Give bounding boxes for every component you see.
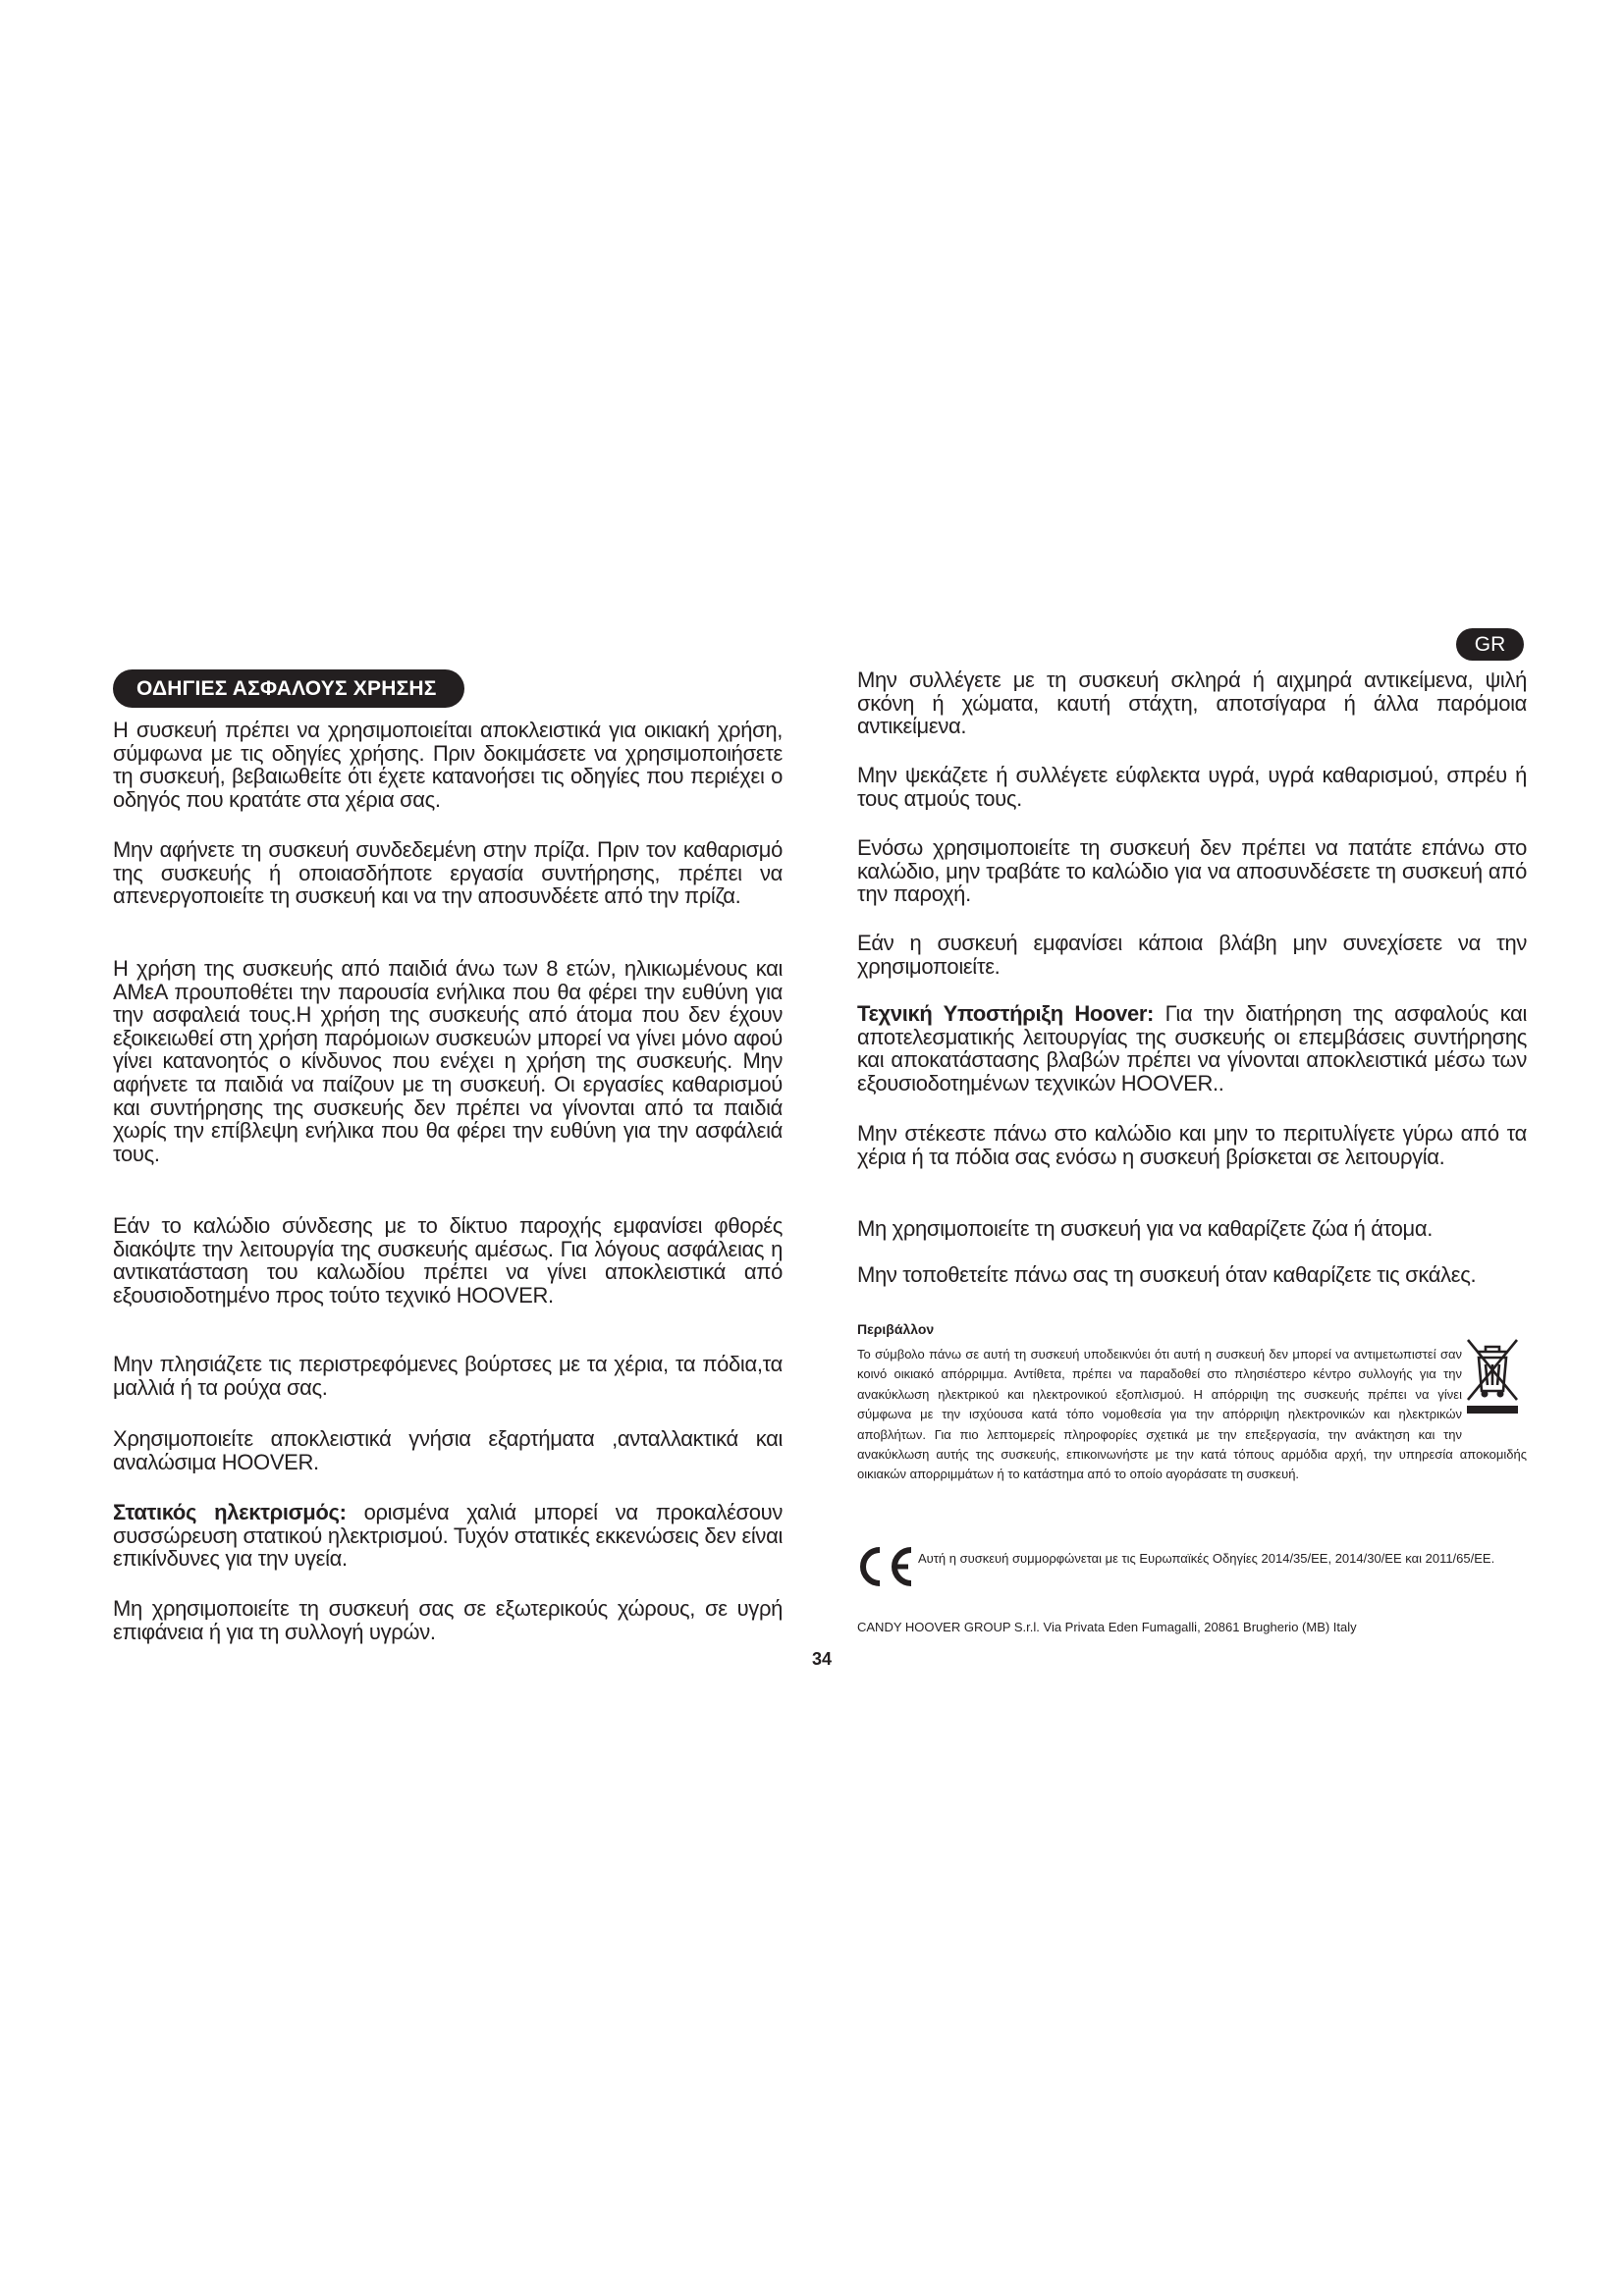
language-badge: GR bbox=[1456, 628, 1524, 661]
section-title-badge: ΟΔΗΓΙΕΣ ΑΣΦΑΛΟΥΣ ΧΡΗΣΗΣ bbox=[113, 669, 464, 708]
paragraph-rotating-brushes: Μην πλησιάζετε τις περιστρεφόμενες βούρτσες με τα χέρια, τα πόδια,τα μαλλιά ή τα ρούχα σας. bbox=[113, 1352, 783, 1400]
paragraph-static-electricity bbox=[113, 1501, 783, 1571]
paragraph-cord-handling: Ενόσω χρησιμοποιείτε τη συσκευή δεν πρέπει να πατάτε επάνω στο καλώδιο, μην τραβάτε το καλώδιο για να αποσυνδέσετε τη συσκευή από την παροχή. bbox=[857, 835, 1527, 907]
paragraph-sharp-objects: Μην συλλέγετε με τη συσκευή σκληρά ή αιχμηρά αντικείμενα, ψιλή σκόνη ή χώματα, καυτή στάχτη, αποτσίγαρα ή άλλα παρόμοια αντικείμενα. bbox=[857, 667, 1527, 739]
crossed-out-wheelie-bin-icon bbox=[1462, 1335, 1523, 1417]
environment-title: Περιβάλλον bbox=[857, 1321, 935, 1337]
paragraph-stairs: Μην τοποθετείτε πάνω σας τη συσκευή όταν καθαρίζετε τις σκάλες. bbox=[857, 1262, 1477, 1287]
ce-mark-icon bbox=[857, 1546, 916, 1587]
paragraph-damaged-cord: Εάν το καλώδιο σύνδεσης με το δίκτυο παροχής εμφανίσει φθορές διακόψτε την λειτουργία της συσκευής αμέσως. Για λόγους ασφάλειας η αντικατάσταση του καλωδίου πρέπει να γίνει αποκλειστικά από εξουσιοδοτημένο προς τούτο τεχνικό HOOVER. bbox=[113, 1213, 783, 1308]
company-address: CANDY HOOVER GROUP S.r.l. Via Privata Eden Fumagalli, 20861 Brugherio (MB) Italy bbox=[857, 1620, 1357, 1634]
environment-body: Το σύμβολο πάνω σε αυτή τη συσκευή υποδεικνύει ότι αυτή η συσκευή δεν μπορεί να αντιμετωπιστεί σαν κοινό οικιακό απόρριμμα. Αντίθετα, πρέπει να παραδοθεί στο πλησιέστερο κέντρο συλλογής για την ανακύκλωση ηλεκτρικού και ηλεκτρονικού εξοπλισμού. Η απόρριψη της συσκευής πρέπει να γίνει σύμφωνα με την ισχύουσα κατά τόπο νομοθεσία για την απόρριψη ηλεκτρονικών και ηλεκτρικών αποβλήτων. Για πιο λεπτομερείς πληροφορίες σχετικά με την επεξεργασία, την ανάκτηση και την ανακύκλωση αυτής της συσκευής, επικοινωνήστε με την κατά τόπους αρμόδια αρχή, την υπηρεσία αποκομιδής οικιακών απορριμμάτων ή το κατάστημα από το οποίο αγοράσατε τη συσκευή. bbox=[857, 1347, 1527, 1482]
technical-support-lead: Τεχνική Υποστήριξη Hoover: bbox=[857, 1001, 1155, 1026]
paragraph-domestic-use: Η συσκευή πρέπει να χρησιμοποιείται αποκλειστικά για οικιακή χρήση, σύμφωνα με τις οδηγίες χρήσης. Πριν δοκιμάσετε να χρησιμοποιήσετε τη συσκευή, βεβαιωθείτε ότι έχετε κατανοήσει τις οδηγίες που περιέχει ο οδηγός που κρατάτε στα χέρια σας. bbox=[113, 718, 783, 812]
paragraph-flammable-liquids: Μην ψεκάζετε ή συλλέγετε εύφλεκτα υγρά, υγρά καθαρισμού, σπρέυ ή τους ατμούς τους. bbox=[857, 763, 1527, 811]
paragraph-cord-wrapping: Μην στέκεστε πάνω στο καλώδιο και μην το περιτυλίγετε γύρω από τα χέρια ή τα πόδια σας ενόσω η συσκευή βρίσκεται σε λειτουργία. bbox=[857, 1121, 1527, 1169]
paragraph-technical-support bbox=[857, 1002, 1527, 1095]
static-electricity-body: ορισμένα χαλιά μπορεί να προκαλέσουν συσσώρευση στατικού ηλεκτρισμού. Τυχόν στατικές εκκενώσεις δεν είναι επικίνδυνες για την υγεία. bbox=[113, 1500, 783, 1572]
paragraph-malfunction: Εάν η συσκευή εμφανίσει κάποια βλάβη μην συνεχίσετε να την χρησιμοποιείτε. bbox=[857, 931, 1527, 979]
paragraph-outdoor-use: Μη χρησιμοποιείτε τη συσκευή σας σε εξωτερικούς χώρους, σε υγρή επιφάνεια ή για τη συλλογή υγρών. bbox=[113, 1596, 783, 1644]
paragraph-animals-people: Μη χρησιμοποιείτε τη συσκευή για να καθαρίζετε ζώα ή άτομα. bbox=[857, 1216, 1433, 1241]
paragraph-children-supervision: Η χρήση της συσκευής από παιδιά άνω των 8 ετών, ηλικιωμένους και ΑΜεΑ προυποθέτει την παρουσία ενήλικα που θα φέρει την ευθύνη για την ασφαλειά τους.Η χρήση της συσκευής από άτομα που δεν έχουν εξοικειωθεί στη χρήση παρόμοιων συσκευών μπορεί να γίνει μόνο αφού γίνει κατανοητός ο κίνδυνος που ενέχει η χρήση της συσκευής. Μην αφήνετε τα παιδιά να παίζουν με τη συσκευή. Οι εργασίες καθαρισμού και συντήρησης της συσκευής δεν πρέπει να γίνονται από τα παιδιά χωρίς την επίβλεψη ενήλικα που θα φέρει την ευθύνη για την ασφάλειά τους. bbox=[113, 956, 783, 1166]
paragraph-unplug: Μην αφήνετε τη συσκευή συνδεδεμένη στην πρίζα. Πριν τον καθαρισμό της συσκευής ή οποιασδήποτε εργασία συντήρησης, πρέπει να απενεργοποιείτε τη συσκευή και να την αποσυνδέετε από την πρίζα. bbox=[113, 837, 783, 909]
paragraph-genuine-parts: Χρησιμοποιείτε αποκλειστικά γνήσια εξαρτήματα ,ανταλλακτικά και αναλώσιμα HOOVER. bbox=[113, 1426, 783, 1474]
static-electricity-lead: Στατικός ηλεκτρισμός: bbox=[113, 1500, 347, 1524]
environment-text bbox=[857, 1345, 1527, 1485]
technical-support-body: Για την διατήρηση της ασφαλούς και αποτελεσματικής λειτουργίας της συσκευής οι επεμβάσεις συντήρησης και αποκατάστασης βλαβών πρέπει να γίνονται αποκλειστικά μέσω των εξουσιοδοτημένων τεχνικών HOOVER.. bbox=[857, 1001, 1527, 1095]
compliance-text: Αυτή η συσκευή συμμορφώνεται με τις Ευρωπαϊκές Οδηγίες 2014/35/ΕΕ, 2014/30/ΕΕ και 2011/65/ΕΕ. bbox=[918, 1551, 1495, 1566]
page-number: 34 bbox=[812, 1649, 833, 1669]
